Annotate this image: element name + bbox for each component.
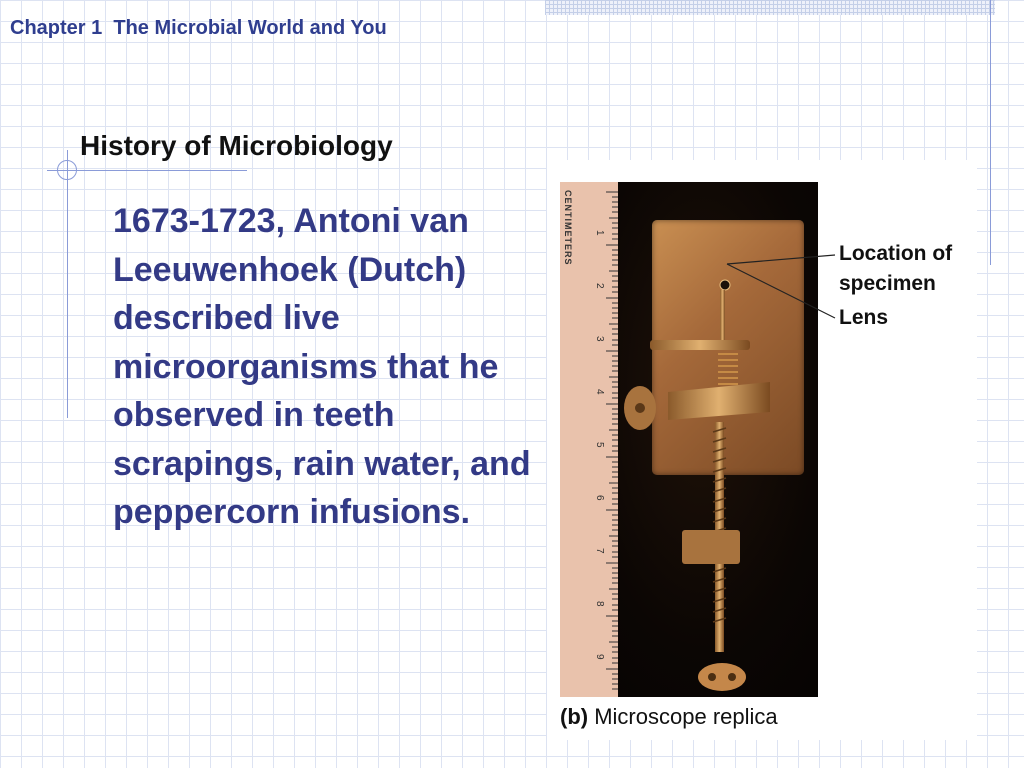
decorative-vertical-rule [990,0,991,265]
header-pattern-band [545,0,995,15]
caption-letter: (b) [560,704,589,729]
callout-lens-label: Lens [839,306,889,329]
slide-body-text: 1673-1723, Antoni van Leeuwenhoek (Dutch) described live microorganisms that he observed in teeth scrapings, rain water, and peppercorn infusions. [113,202,531,531]
ruler-number: 8 [594,601,605,607]
chapter-title: Chapter 1 The Microbial World and You [10,17,387,39]
ruler-number: 3 [594,336,605,342]
decorative-left-rule [67,150,68,418]
ruler-number: 4 [594,389,605,395]
callout-location-label: Location of [839,242,953,265]
callout-specimen-label: specimen [839,272,936,295]
ruler-label: CENTIMETERS [563,190,573,266]
figure-caption [560,704,778,730]
microscope-figure [547,160,977,740]
ruler-number: 5 [594,442,605,448]
ruler-number: 9 [594,654,605,660]
ruler-number: 7 [594,548,605,554]
title-underline-rule [47,170,247,171]
ruler-number: 2 [594,283,605,289]
decorative-circle [57,160,77,180]
caption-text: Microscope replica [594,704,778,729]
slide-title: History of Microbiology [80,130,393,161]
ruler-number: 1 [594,230,605,236]
ruler-number: 6 [594,495,605,501]
